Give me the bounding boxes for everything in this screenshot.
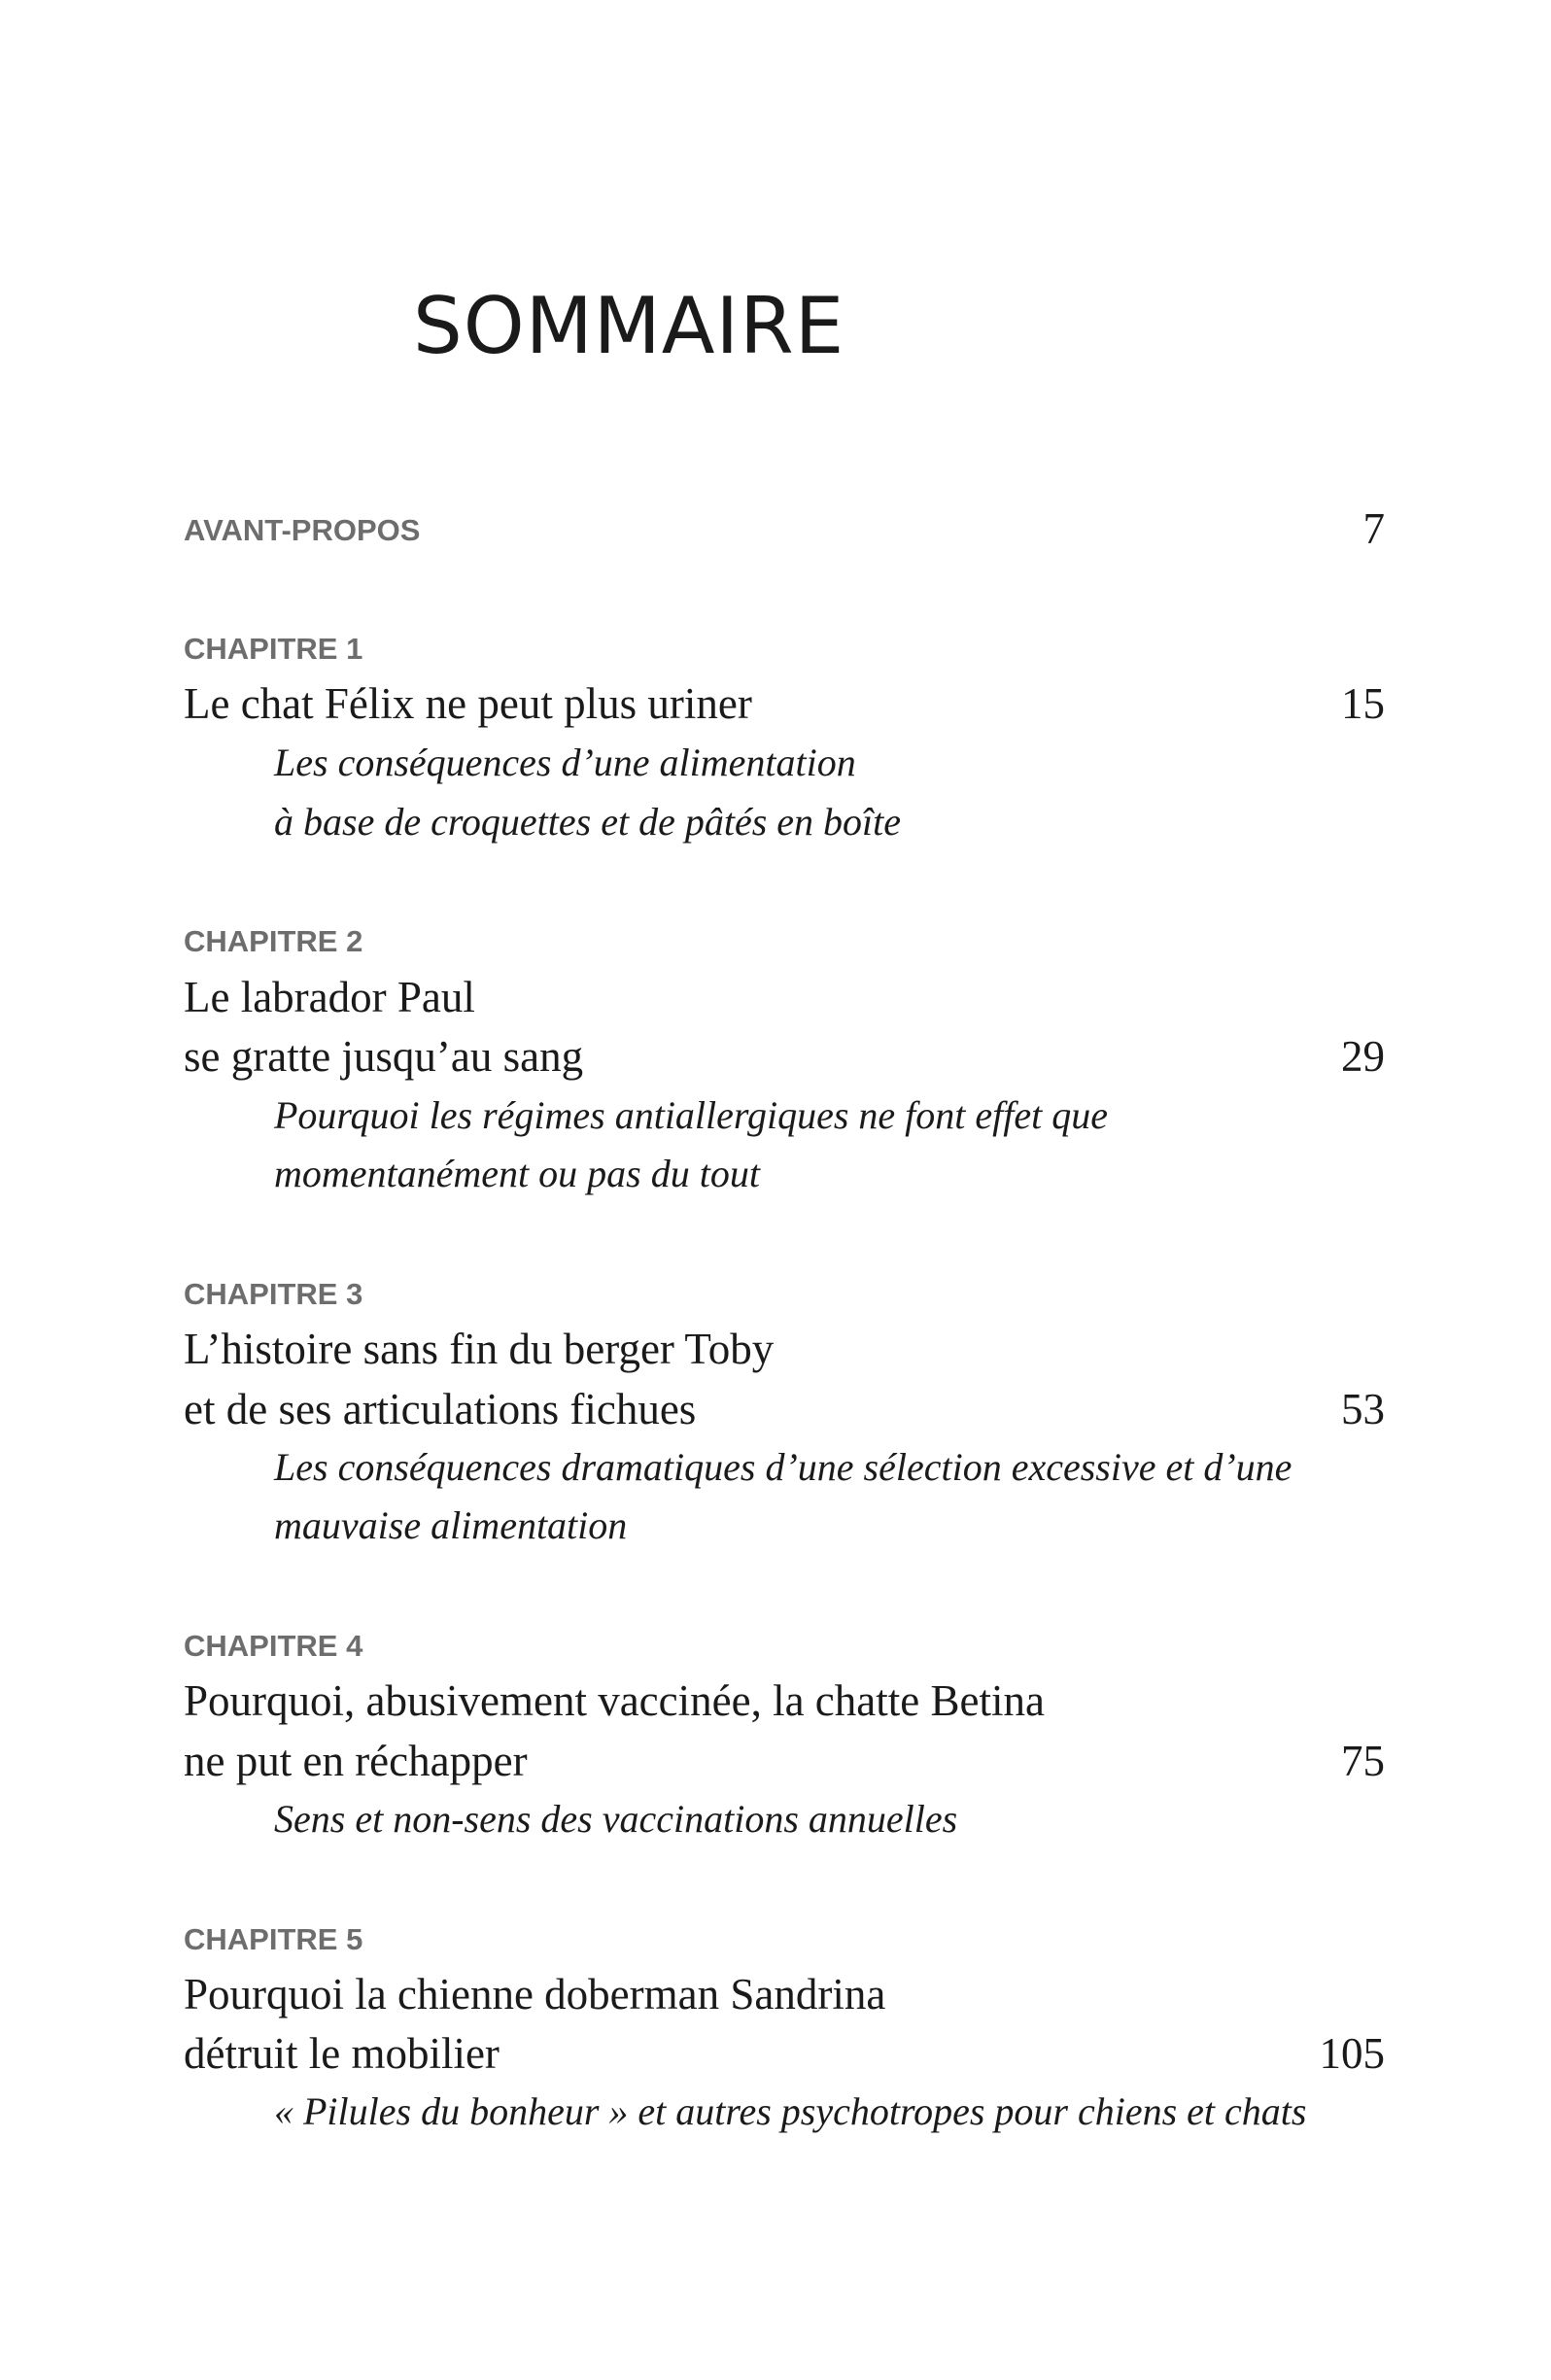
toc-chapter-title: Le chat Félix ne peut plus uriner [184,679,752,728]
toc-chapter-title: détruit le mobilier [184,2029,500,2078]
toc-chapter-title: L’histoire sans fin du berger Toby [184,1325,775,1373]
toc-label-avant-propos: AVANT-PROPOS [184,513,421,547]
toc-chapter-title: se gratte jusqu’au sang [184,1032,584,1081]
toc-page-number: 7 [1362,504,1385,553]
toc-chapter-subtitle: « Pilules du bonheur » et autres psychotropes pour chiens et chats [274,2089,1307,2133]
toc-page-number: 15 [1341,679,1385,728]
toc-chapter-title: Pourquoi la chienne doberman Sandrina [184,1970,886,2018]
toc-chapter-label: CHAPITRE 3 [184,1277,363,1311]
toc-chapter-title: ne put en réchapper [184,1737,528,1785]
toc-chapter-label: CHAPITRE 5 [184,1922,363,1956]
toc-chapter-title: Pourquoi, abusivement vaccinée, la chatte Betina [184,1676,1045,1725]
toc-chapter-subtitle: mauvaise alimentation [274,1503,628,1547]
toc-chapter-subtitle: momentanément ou pas du tout [274,1152,760,1195]
toc-chapter-subtitle: Les conséquences dramatiques d’une sélection excessive et d’une [274,1445,1292,1489]
toc-page-number: 53 [1341,1385,1385,1433]
toc-chapter-subtitle: à base de croquettes et de pâtés en boîte [274,800,901,844]
toc-chapter-subtitle: Pourquoi les régimes antiallergiques ne font effet que [274,1093,1109,1137]
toc-chapter-label: CHAPITRE 4 [184,1629,363,1663]
toc-chapter-label: CHAPITRE 1 [184,632,363,666]
toc-chapter-subtitle: Les conséquences d’une alimentation [274,741,856,784]
toc-page-number: 29 [1341,1032,1385,1081]
toc-page-number: 75 [1341,1737,1385,1785]
toc-page-number: 105 [1319,2029,1385,2078]
page-title: SOMMAIRE [413,281,845,371]
toc-chapter-label: CHAPITRE 2 [184,924,363,958]
toc-chapter-title: et de ses articulations fichues [184,1385,697,1433]
toc-chapter-title: Le labrador Paul [184,973,475,1021]
toc-chapter-subtitle: Sens et non-sens des vaccinations annuelles [274,1797,958,1841]
